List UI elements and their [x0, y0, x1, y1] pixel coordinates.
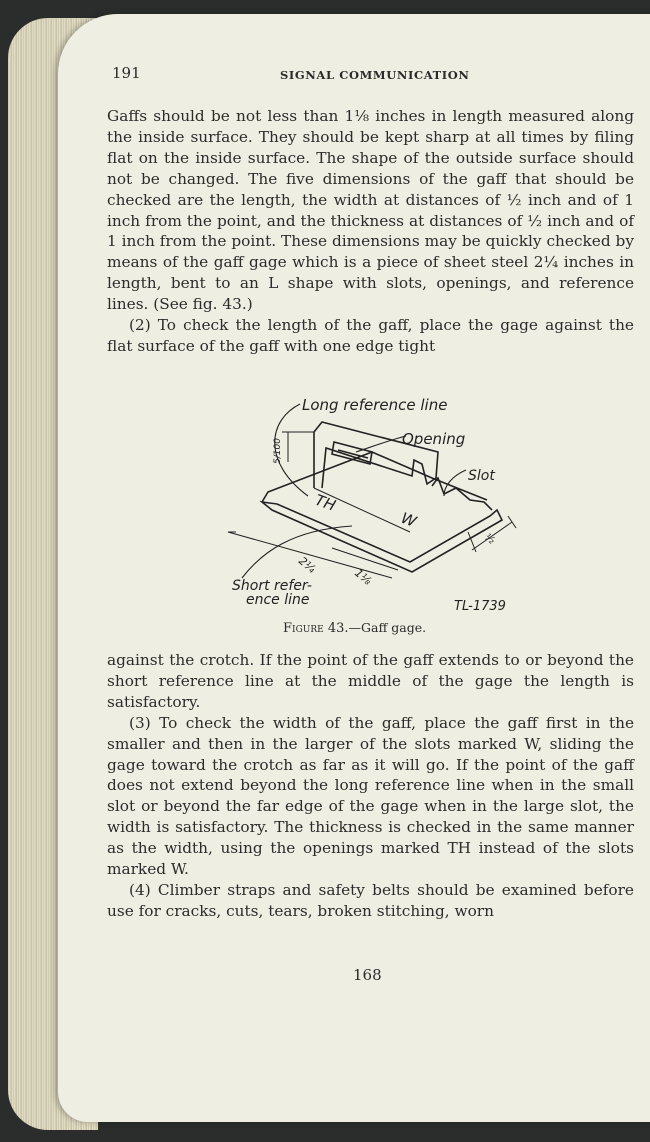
label-th: TH	[312, 490, 339, 515]
leader-short-reference	[242, 526, 352, 578]
folio: 168	[353, 966, 382, 984]
label-dim-height: 5/100	[273, 438, 283, 464]
paragraph: (2) To check the length of the gaff, place the gage against the flat surface of the gaff with one edge tight	[107, 316, 634, 355]
label-slot: Slot	[468, 468, 495, 484]
running-head: SIGNAL COMMUNICATION	[280, 68, 470, 82]
body-text-bottom	[107, 650, 634, 922]
leader-opening	[356, 436, 406, 452]
paragraph: against the crotch. If the point of the gaff extends to or beyond the short reference line at the middle of the gage the length is satisfactory.	[107, 651, 634, 711]
paragraph: Gaffs should be not less than 1⅛ inches in length measured along the inside surface. They should be kept sharp at all times by filing flat on the inside surface. The shape of the outside surface should not be changed. The five dimensions of the gaff that should be checked are the length, the width at distances of ½ inch and of 1 inch from the point, and the thickness at distances of ½ inch and of 1 inch from the point. These dimensions may be quickly checked by means of the gaff gage which is a piece of sheet steel 2¼ inches in length, bent to an L shape with slots, openings, and reference lines. (See fig. 43.)	[107, 107, 634, 314]
paragraph: (3) To check the width of the gaff, place the gaff first in the smaller and then in the larger of the slots marked W, sliding the gage toward the crotch as far as it will go. If the point of the gaff does not extend beyond the long reference line when in the small slot or beyond the far edge of the gage when in the large slot, the width is satisfactory. The thickness is checked in the same manner as the width, using the openings marked TH instead of the slots marked W.	[107, 713, 634, 879]
label-opening: Opening	[402, 430, 466, 448]
label-code: TL-1739	[454, 599, 506, 614]
page-number: 191	[112, 64, 141, 82]
body-text-top	[107, 106, 634, 357]
page-header	[112, 64, 632, 86]
label-long-reference-line: Long reference line	[302, 396, 448, 414]
label-dim-short: 1⅛	[352, 566, 374, 588]
figure-caption	[283, 620, 426, 636]
label-w: W	[398, 508, 419, 531]
label-short-reference-1: Short refer-	[232, 578, 312, 594]
label-short-reference-2: ence line	[246, 592, 310, 608]
label-dim-length: 2¼	[296, 554, 318, 576]
caption-prefix: Figure 43.	[283, 621, 349, 636]
label-dim-side: ½	[482, 531, 497, 547]
gaff-gage-figure	[222, 392, 528, 618]
caption-text: —Gaff gage.	[348, 620, 427, 635]
paragraph: (4) Climber straps and safety belts should be examined before use for cracks, cuts, tears, broken stitching, worn	[107, 880, 634, 920]
